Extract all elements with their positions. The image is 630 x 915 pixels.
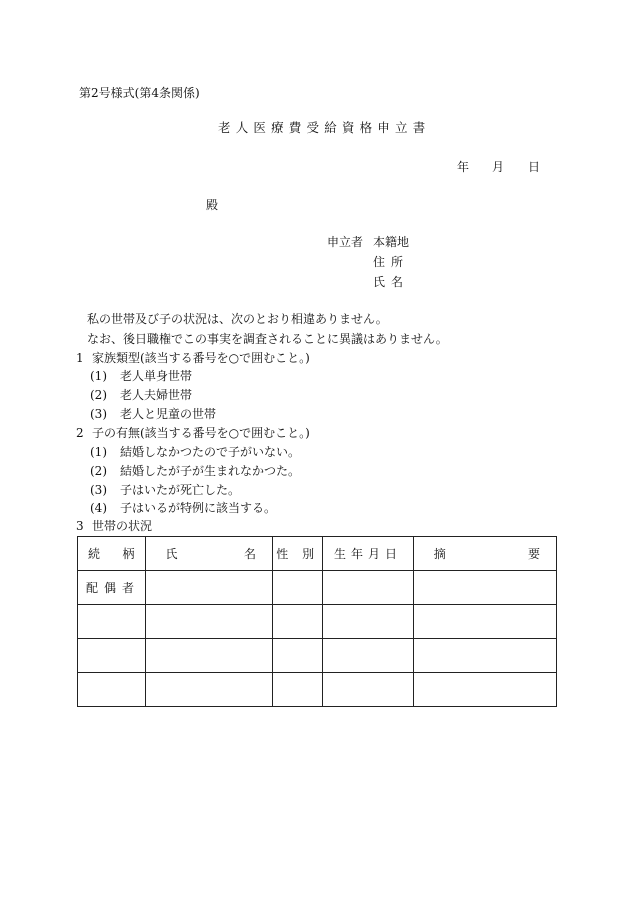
date-year-label: 年 — [457, 160, 470, 174]
document-title: 老人医療費受給資格申立書 — [218, 120, 431, 135]
list-item — [90, 484, 240, 496]
registered-domicile-label: 本籍地 — [373, 235, 410, 249]
date-day-label: 日 — [528, 160, 541, 174]
section-family-type — [76, 352, 310, 364]
section-number: 2 — [76, 426, 84, 440]
statement-2: なお、後日職権でこの事実を調査されることに異議はありません。 — [87, 332, 448, 346]
sex-cell — [273, 639, 323, 673]
item-text: 老人夫婦世帯 — [120, 388, 193, 402]
header-relation-char-1: 続 — [88, 547, 101, 561]
item-number: (2) — [90, 388, 107, 402]
birthdate-cell — [323, 571, 413, 605]
statement-1: 私の世帯及び子の状況は、次のとおり相違ありません。 — [87, 312, 388, 326]
name-label: 氏名 — [373, 275, 410, 289]
list-item — [90, 502, 276, 514]
list-item — [90, 465, 300, 477]
item-text: 老人と児童の世帯 — [120, 407, 217, 421]
section-title: 子の有無(該当する番号を○で囲むこと。) — [92, 426, 310, 440]
relation-cell — [78, 605, 146, 639]
header-name-char-2: 名 — [244, 547, 257, 561]
household-table — [77, 536, 557, 707]
header-sex: 性 別 — [273, 537, 323, 571]
item-text: 老人単身世帯 — [120, 369, 193, 383]
form-number: 第2号様式(第4条関係) — [79, 86, 200, 100]
header-name-char-1: 氏 — [165, 547, 178, 561]
item-number: (3) — [90, 483, 107, 497]
header-birthdate: 生年月日 — [323, 537, 413, 571]
relation-cell: 配偶者 — [78, 571, 146, 605]
table-row — [78, 673, 557, 707]
item-number: (1) — [90, 445, 107, 459]
item-text: 子はいたが死亡した。 — [120, 483, 241, 497]
date-month-label: 月 — [492, 160, 505, 174]
sex-cell — [273, 571, 323, 605]
item-text: 結婚しなかつたので子がいない。 — [120, 445, 301, 459]
sex-cell — [273, 605, 323, 639]
header-name — [145, 537, 273, 571]
section-household-status — [76, 520, 152, 532]
item-text: 子はいるが特例に該当する。 — [120, 501, 277, 515]
birthdate-cell — [323, 605, 413, 639]
list-item — [90, 408, 216, 420]
header-relation — [78, 537, 146, 571]
addressee-honorific: 殿 — [206, 198, 219, 212]
address-label: 住所 — [373, 255, 410, 269]
name-cell — [145, 673, 273, 707]
remarks-cell — [413, 571, 556, 605]
name-cell — [145, 605, 273, 639]
relation-cell — [78, 639, 146, 673]
name-cell — [145, 639, 273, 673]
item-text: 結婚したが子が生まれなかつた。 — [120, 464, 301, 478]
item-number: (1) — [90, 369, 107, 383]
header-relation-char-2: 柄 — [122, 547, 135, 561]
list-item — [90, 370, 192, 382]
section-children — [76, 427, 310, 439]
list-item — [90, 446, 300, 458]
table-row — [78, 605, 557, 639]
remarks-cell — [413, 673, 556, 707]
section-title: 世帯の状況 — [92, 519, 153, 533]
sex-cell — [273, 673, 323, 707]
item-number: (3) — [90, 407, 107, 421]
name-cell — [145, 571, 273, 605]
section-number: 1 — [76, 351, 84, 365]
header-remarks-char-2: 要 — [527, 547, 540, 561]
birthdate-cell — [323, 673, 413, 707]
item-number: (2) — [90, 464, 107, 478]
section-number: 3 — [76, 519, 84, 533]
table-row — [78, 571, 557, 605]
header-remarks-char-1: 摘 — [433, 547, 446, 561]
applicant-label: 申立者 — [327, 235, 364, 249]
remarks-cell — [413, 605, 556, 639]
section-title: 家族類型(該当する番号を○で囲むこと。) — [92, 351, 310, 365]
table-header-row — [78, 537, 557, 571]
birthdate-cell — [323, 639, 413, 673]
header-remarks — [413, 537, 556, 571]
list-item — [90, 389, 192, 401]
remarks-cell — [413, 639, 556, 673]
table-row — [78, 639, 557, 673]
relation-cell — [78, 673, 146, 707]
item-number: (4) — [90, 501, 107, 515]
